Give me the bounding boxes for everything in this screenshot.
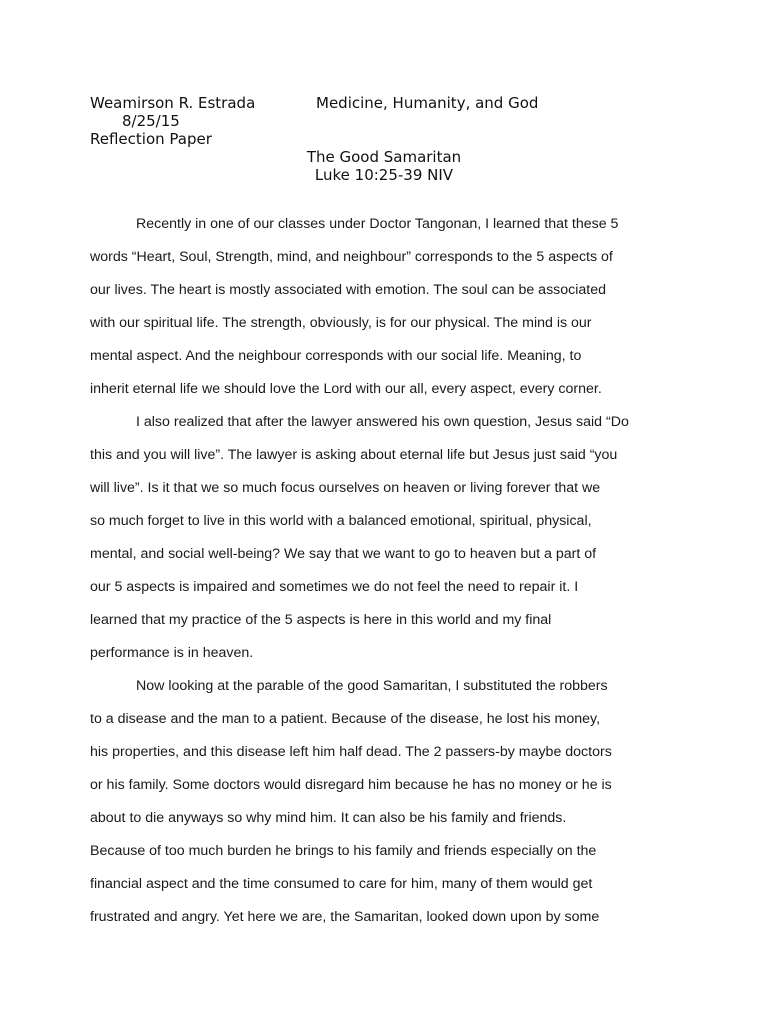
paragraph-line: about to die anyways so why mind him. It can also be his family and friends. xyxy=(90,810,567,826)
paragraph-line: learned that my practice of the 5 aspects is here in this world and my final xyxy=(90,612,552,628)
paragraph-line: to a disease and the man to a patient. Because of the disease, he lost his money, xyxy=(90,711,601,727)
document-title: The Good Samaritan xyxy=(306,148,462,166)
paragraph-line: Because of too much burden he brings to his family and friends especially on the xyxy=(90,843,597,859)
paragraph-line: I also realized that after the lawyer answered his own question, Jesus said “Do xyxy=(136,414,629,430)
paragraph-line: his properties, and this disease left him half dead. The 2 passers-by maybe doctors xyxy=(90,744,612,760)
paragraph-line: so much forget to live in this world with a balanced emotional, spiritual, physical, xyxy=(90,513,592,529)
paragraph-line: words “Heart, Soul, Strength, mind, and neighbour” corresponds to the 5 aspects of xyxy=(90,249,613,265)
author-name: Weamirson R. Estrada xyxy=(90,94,256,112)
paragraph-line: mental, and social well-being? We say that we want to go to heaven but a part of xyxy=(90,546,597,562)
paragraph-line: with our spiritual life. The strength, obviously, is for our physical. The mind is our xyxy=(90,315,592,331)
paragraph-line: this and you will live”. The lawyer is asking about eternal life but Jesus just said “you xyxy=(90,447,618,463)
document-body xyxy=(90,208,682,934)
paragraph-line: financial aspect and the time consumed to care for him, many of them would get xyxy=(90,876,593,892)
title-block xyxy=(90,148,678,184)
paper-date: 8/25/15 xyxy=(122,112,180,130)
scripture-reference: Luke 10:25-39 NIV xyxy=(314,166,454,184)
paragraph-3 xyxy=(90,670,682,934)
paragraph-line: will live”. Is it that we so much focus ourselves on heaven or living forever that we xyxy=(90,480,601,496)
paper-type: Reflection Paper xyxy=(90,130,212,148)
paragraph-line: frustrated and angry. Yet here we are, the Samaritan, looked down upon by some xyxy=(90,909,600,925)
paragraph-1 xyxy=(90,208,682,406)
paragraph-line: performance is in heaven. xyxy=(90,645,254,661)
course-title: Medicine, Humanity, and God xyxy=(316,94,539,112)
paragraph-line: Now looking at the parable of the good Samaritan, I substituted the robbers xyxy=(136,678,608,694)
paragraph-line: inherit eternal life we should love the Lord with our all, every aspect, every corner. xyxy=(90,381,602,397)
paragraph-line: or his family. Some doctors would disregard him because he has no money or he is xyxy=(90,777,612,793)
paragraph-line: Recently in one of our classes under Doctor Tangonan, I learned that these 5 xyxy=(136,216,619,232)
paragraph-line: our 5 aspects is impaired and sometimes we do not feel the need to repair it. I xyxy=(90,579,579,595)
paragraph-line: our lives. The heart is mostly associated with emotion. The soul can be associated xyxy=(90,282,607,298)
paragraph-2 xyxy=(90,406,682,670)
paragraph-line: mental aspect. And the neighbour corresponds with our social life. Meaning, to xyxy=(90,348,582,364)
